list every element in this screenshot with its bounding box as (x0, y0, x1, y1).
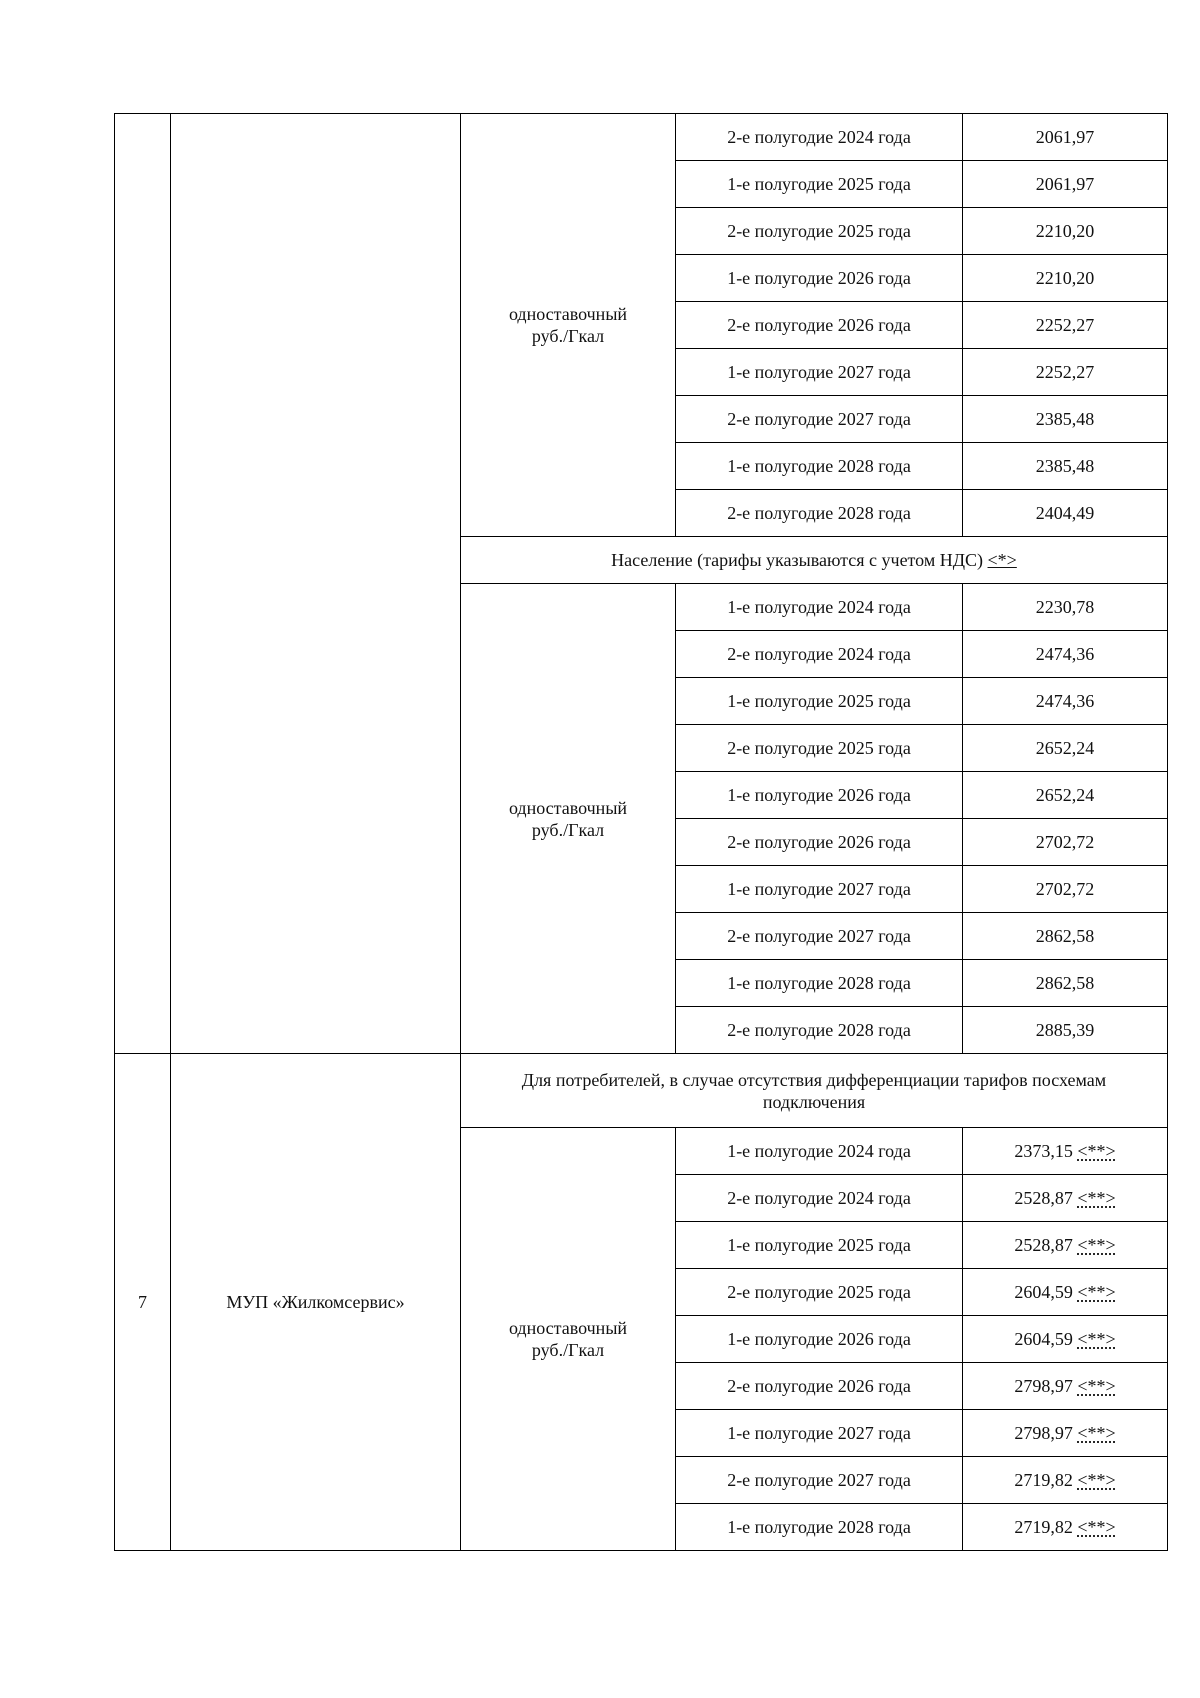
period-cell: 2-е полугодие 2026 года (676, 1363, 963, 1410)
period-cell: 1-е полугодие 2025 года (676, 678, 963, 725)
value-cell: 2528,87 <**> (963, 1222, 1168, 1269)
value-cell: 2404,49 (963, 490, 1168, 537)
value-cell: 2604,59 <**> (963, 1269, 1168, 1316)
rate-type-cell: одноставочный руб./Гкал (461, 584, 676, 1054)
period-cell: 2-е полугодие 2027 года (676, 1457, 963, 1504)
value-cell: 2885,39 (963, 1007, 1168, 1054)
value-cell: 2702,72 (963, 819, 1168, 866)
value-cell: 2652,24 (963, 725, 1168, 772)
value-cell: 2474,36 (963, 678, 1168, 725)
value-cell: 2862,58 (963, 913, 1168, 960)
period-cell: 2-е полугодие 2026 года (676, 302, 963, 349)
value-cell: 2061,97 (963, 114, 1168, 161)
value-cell: 2604,59 <**> (963, 1316, 1168, 1363)
period-cell: 2-е полугодие 2027 года (676, 396, 963, 443)
value-cell: 2702,72 (963, 866, 1168, 913)
footnote-link[interactable]: <*> (987, 550, 1017, 570)
footnote-link[interactable]: <**> (1077, 1282, 1116, 1302)
value-cell: 2252,27 (963, 302, 1168, 349)
value-cell: 2652,24 (963, 772, 1168, 819)
value-cell: 2210,20 (963, 255, 1168, 302)
period-cell: 2-е полугодие 2024 года (676, 631, 963, 678)
tariff-table (114, 113, 1168, 1551)
period-cell: 2-е полугодие 2025 года (676, 1269, 963, 1316)
period-cell: 1-е полугодие 2024 года (676, 584, 963, 631)
period-cell: 2-е полугодие 2024 года (676, 1175, 963, 1222)
value-cell: 2385,48 (963, 443, 1168, 490)
row-number-cell-empty (115, 114, 171, 1054)
value-cell: 2210,20 (963, 208, 1168, 255)
footnote-link[interactable]: <**> (1077, 1188, 1116, 1208)
value-cell: 2798,97 <**> (963, 1410, 1168, 1457)
value-cell: 2385,48 (963, 396, 1168, 443)
period-cell: 1-е полугодие 2026 года (676, 1316, 963, 1363)
value-cell: 2862,58 (963, 960, 1168, 1007)
value-cell: 2798,97 <**> (963, 1363, 1168, 1410)
period-cell: 1-е полугодие 2025 года (676, 1222, 963, 1269)
period-cell: 1-е полугодие 2024 года (676, 1128, 963, 1175)
value-cell: 2252,27 (963, 349, 1168, 396)
footnote-link[interactable]: <**> (1077, 1329, 1116, 1349)
value-cell: 2373,15 <**> (963, 1128, 1168, 1175)
organization-cell-empty (171, 114, 461, 1054)
footnote-link[interactable]: <**> (1077, 1235, 1116, 1255)
period-cell: 1-е полугодие 2027 года (676, 1410, 963, 1457)
period-cell: 2-е полугодие 2025 года (676, 725, 963, 772)
period-cell: 1-е полугодие 2026 года (676, 772, 963, 819)
period-cell: 2-е полугодие 2027 года (676, 913, 963, 960)
consumers-header: Для потребителей, в случае отсутствия дифференциации тарифов посхемам подключения (461, 1054, 1168, 1128)
footnote-link[interactable]: <**> (1077, 1376, 1116, 1396)
period-cell: 1-е полугодие 2028 года (676, 960, 963, 1007)
period-cell: 2-е полугодие 2024 года (676, 114, 963, 161)
period-cell: 2-е полугодие 2026 года (676, 819, 963, 866)
period-cell: 1-е полугодие 2025 года (676, 161, 963, 208)
population-header: Население (тарифы указываются с учетом НДС) <*> (461, 537, 1168, 584)
period-cell: 1-е полугодие 2026 года (676, 255, 963, 302)
rate-type-cell: одноставочный руб./Гкал (461, 114, 676, 537)
period-cell: 2-е полугодие 2025 года (676, 208, 963, 255)
footnote-link[interactable]: <**> (1077, 1470, 1116, 1490)
period-cell: 1-е полугодие 2027 года (676, 866, 963, 913)
footnote-link[interactable]: <**> (1077, 1423, 1116, 1443)
period-cell: 2-е полугодие 2028 года (676, 490, 963, 537)
period-cell: 1-е полугодие 2028 года (676, 443, 963, 490)
value-cell: 2230,78 (963, 584, 1168, 631)
value-cell: 2474,36 (963, 631, 1168, 678)
value-cell: 2061,97 (963, 161, 1168, 208)
row-number-cell: 7 (115, 1054, 171, 1551)
value-cell: 2719,82 <**> (963, 1457, 1168, 1504)
rate-type-cell: одноставочный руб./Гкал (461, 1128, 676, 1551)
period-cell: 1-е полугодие 2028 года (676, 1504, 963, 1551)
period-cell: 2-е полугодие 2028 года (676, 1007, 963, 1054)
section-header-row (115, 1054, 1168, 1128)
footnote-link[interactable]: <**> (1077, 1141, 1116, 1161)
table-row (115, 114, 1168, 161)
value-cell: 2719,82 <**> (963, 1504, 1168, 1551)
footnote-link[interactable]: <**> (1077, 1517, 1116, 1537)
period-cell: 1-е полугодие 2027 года (676, 349, 963, 396)
value-cell: 2528,87 <**> (963, 1175, 1168, 1222)
organization-name-cell: МУП «Жилкомсервис» (171, 1054, 461, 1551)
